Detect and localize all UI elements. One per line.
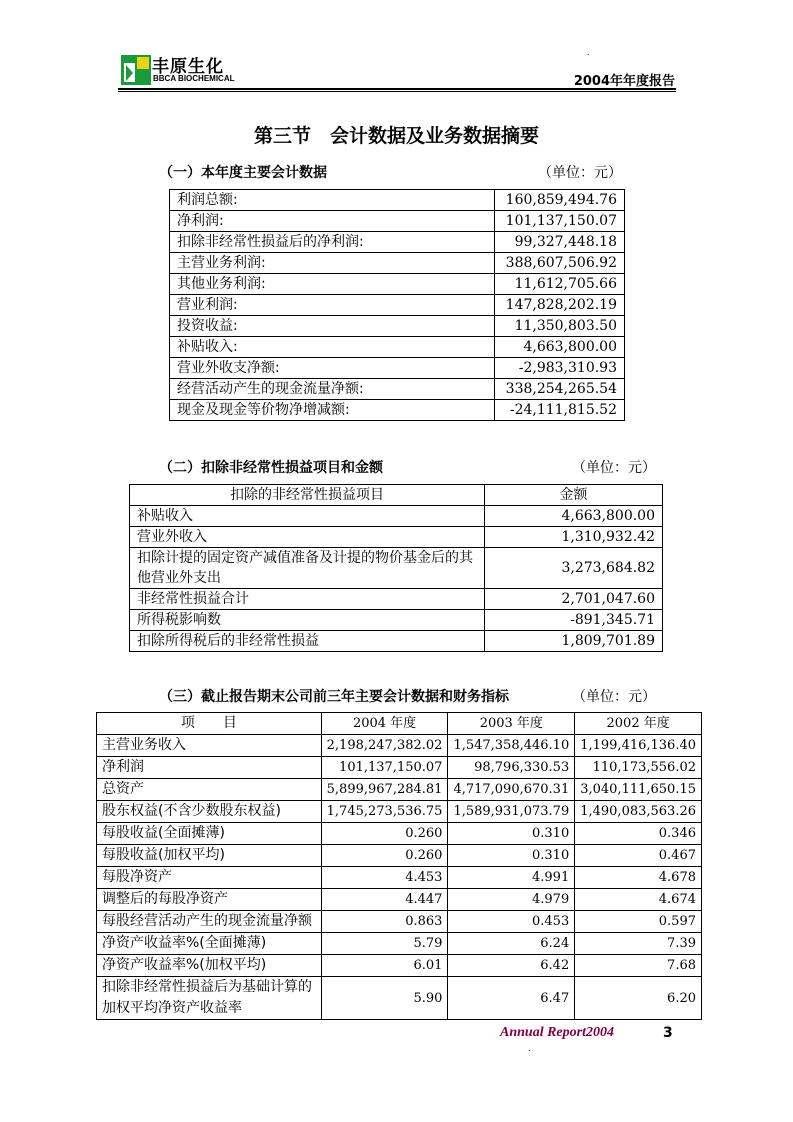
header-rule bbox=[118, 88, 676, 90]
row-value-2004: 5.79 bbox=[321, 933, 448, 955]
part1-unit: （单位：元） bbox=[538, 165, 622, 181]
row-value-2003: 4.979 bbox=[448, 889, 575, 911]
row-value-2004: 1,745,273,536.75 bbox=[321, 801, 448, 823]
column-header-2002: 2002 年度 bbox=[575, 713, 702, 735]
row-label: 补贴收入: bbox=[170, 337, 495, 358]
row-value: -24,111,815.52 bbox=[495, 400, 625, 421]
row-value-2003: 6.42 bbox=[448, 955, 575, 977]
brand-name-cn: 丰原生化 bbox=[152, 57, 224, 77]
row-value-2004: 101,137,150.07 bbox=[321, 757, 448, 779]
part1-title: （一）本年度主要会计数据 bbox=[159, 165, 327, 181]
footer-annual-report: Annual Report2004 bbox=[500, 1025, 614, 1040]
row-value-2003: 1,547,358,446.10 bbox=[448, 735, 575, 757]
row-value: 11,612,705.66 bbox=[495, 274, 625, 295]
row-label: 总资产 bbox=[97, 779, 322, 801]
row-label: 主营业务收入 bbox=[97, 735, 322, 757]
table-row bbox=[97, 977, 702, 1020]
row-value-2004: 6.01 bbox=[321, 955, 448, 977]
column-header-item: 项 目 bbox=[97, 713, 322, 735]
table-row bbox=[97, 801, 702, 823]
row-label: 扣除非经常性损益后为基础计算的加权平均净资产收益率 bbox=[97, 977, 322, 1020]
row-label: 所得税影响数 bbox=[130, 610, 485, 631]
row-value-2002: 3,040,111,650.15 bbox=[575, 779, 702, 801]
row-label: 扣除非经常性损益后的净利润: bbox=[170, 232, 495, 253]
row-value-2002: 1,490,083,563.26 bbox=[575, 801, 702, 823]
row-value-2004: 0.863 bbox=[321, 911, 448, 933]
three-year-financial-table bbox=[96, 712, 702, 1020]
non-recurring-items-table bbox=[129, 484, 663, 652]
row-label: 主营业务利润: bbox=[170, 253, 495, 274]
row-value-2002: 0.346 bbox=[575, 823, 702, 845]
row-value: 338,254,265.54 bbox=[495, 379, 625, 400]
row-label: 每股净资产 bbox=[97, 867, 322, 889]
table-row bbox=[170, 379, 625, 400]
row-value: 2,701,047.60 bbox=[485, 589, 663, 610]
row-value: 11,350,803.50 bbox=[495, 316, 625, 337]
row-label: 现金及现金等价物净增减额: bbox=[170, 400, 495, 421]
table-row bbox=[97, 889, 702, 911]
table-row bbox=[170, 400, 625, 421]
row-label: 股东权益(不含少数股东权益) bbox=[97, 801, 322, 823]
table-row bbox=[97, 911, 702, 933]
table-row bbox=[170, 211, 625, 232]
row-value: 147,828,202.19 bbox=[495, 295, 625, 316]
table-row bbox=[170, 358, 625, 379]
row-value-2003: 98,796,330.53 bbox=[448, 757, 575, 779]
row-label: 经营活动产生的现金流量净额: bbox=[170, 379, 495, 400]
table-row bbox=[130, 527, 663, 548]
table-row bbox=[97, 735, 702, 757]
row-value: 4,663,800.00 bbox=[495, 337, 625, 358]
part2-unit: （单位：元） bbox=[572, 460, 656, 476]
company-logo-icon bbox=[121, 55, 151, 85]
column-header-2003: 2003 年度 bbox=[448, 713, 575, 735]
row-value: 160,859,494.76 bbox=[495, 190, 625, 211]
table-row bbox=[97, 933, 702, 955]
row-value-2004: 2,198,247,382.02 bbox=[321, 735, 448, 757]
row-value-2004: 4.447 bbox=[321, 889, 448, 911]
row-label: 营业外收入 bbox=[130, 527, 485, 548]
row-label: 每股收益(全面摊薄) bbox=[97, 823, 322, 845]
row-label: 每股收益(加权平均) bbox=[97, 845, 322, 867]
row-value: -891,345.71 bbox=[485, 610, 663, 631]
row-label: 净利润 bbox=[97, 757, 322, 779]
table-header-row bbox=[130, 485, 663, 506]
row-value-2004: 0.260 bbox=[321, 823, 448, 845]
part3-unit: （单位：元） bbox=[572, 689, 656, 705]
row-value-2003: 0.310 bbox=[448, 845, 575, 867]
row-label: 利润总额: bbox=[170, 190, 495, 211]
row-label: 调整后的每股净资产 bbox=[97, 889, 322, 911]
row-label: 其他业务利润: bbox=[170, 274, 495, 295]
row-value-2004: 0.260 bbox=[321, 845, 448, 867]
row-label: 营业利润: bbox=[170, 295, 495, 316]
table-row bbox=[170, 337, 625, 358]
table-row bbox=[130, 506, 663, 527]
row-value-2003: 0.310 bbox=[448, 823, 575, 845]
row-value-2002: 6.20 bbox=[575, 977, 702, 1020]
table-row bbox=[97, 757, 702, 779]
row-label: 投资收益: bbox=[170, 316, 495, 337]
row-label: 扣除计提的固定资产减值准备及计提的物价基金后的其他营业外支出 bbox=[130, 548, 485, 589]
table-row bbox=[97, 955, 702, 977]
table-row bbox=[170, 190, 625, 211]
part3-title: （三）截止报告期末公司前三年主要会计数据和财务指标 bbox=[159, 689, 509, 705]
table-row bbox=[97, 779, 702, 801]
row-value-2003: 1,589,931,073.79 bbox=[448, 801, 575, 823]
section-title: 第三节 会计数据及业务数据摘要 bbox=[253, 125, 539, 147]
table-row bbox=[130, 610, 663, 631]
row-value-2002: 0.597 bbox=[575, 911, 702, 933]
row-value-2003: 0.453 bbox=[448, 911, 575, 933]
column-header-2004: 2004 年度 bbox=[321, 713, 448, 735]
report-title: 2004年年度报告 bbox=[573, 74, 675, 89]
table-row bbox=[170, 232, 625, 253]
row-label: 每股经营活动产生的现金流量净额 bbox=[97, 911, 322, 933]
table-row bbox=[170, 316, 625, 337]
row-value-2004: 5.90 bbox=[321, 977, 448, 1020]
table-row bbox=[97, 823, 702, 845]
row-label: 扣除所得税后的非经常性损益 bbox=[130, 631, 485, 652]
row-value-2002: 7.68 bbox=[575, 955, 702, 977]
row-value-2002: 7.39 bbox=[575, 933, 702, 955]
row-label: 营业外收支净额: bbox=[170, 358, 495, 379]
row-value-2003: 4,717,090,670.31 bbox=[448, 779, 575, 801]
row-value: 99,327,448.18 bbox=[495, 232, 625, 253]
row-value: 4,663,800.00 bbox=[485, 506, 663, 527]
column-header-item: 扣除的非经常性损益项目 bbox=[130, 485, 485, 506]
row-value: 3,273,684.82 bbox=[485, 548, 663, 589]
row-label: 补贴收入 bbox=[130, 506, 485, 527]
page-number: 3 bbox=[663, 1025, 673, 1041]
table-row bbox=[170, 253, 625, 274]
table-row bbox=[130, 548, 663, 589]
table-row bbox=[97, 845, 702, 867]
row-value-2004: 4.453 bbox=[321, 867, 448, 889]
header-rule-thin bbox=[118, 91, 676, 92]
table-row bbox=[170, 274, 625, 295]
row-value-2002: 110,173,556.02 bbox=[575, 757, 702, 779]
row-value: 1,809,701.89 bbox=[485, 631, 663, 652]
table-row bbox=[130, 589, 663, 610]
row-label: 净利润: bbox=[170, 211, 495, 232]
footer-dot: . bbox=[528, 1044, 531, 1053]
row-value-2002: 4.678 bbox=[575, 867, 702, 889]
main-accounting-data-table bbox=[169, 189, 625, 421]
row-value: 101,137,150.07 bbox=[495, 211, 625, 232]
table-header-row bbox=[97, 713, 702, 735]
row-value-2002: 4.674 bbox=[575, 889, 702, 911]
table-row bbox=[97, 867, 702, 889]
row-label: 净资产收益率%(加权平均) bbox=[97, 955, 322, 977]
column-header-amount: 金额 bbox=[485, 485, 663, 506]
row-value: 388,607,506.92 bbox=[495, 253, 625, 274]
row-value-2002: 0.467 bbox=[575, 845, 702, 867]
row-label: 净资产收益率%(全面摊薄) bbox=[97, 933, 322, 955]
row-value-2003: 6.47 bbox=[448, 977, 575, 1020]
row-value: -2,983,310.93 bbox=[495, 358, 625, 379]
row-value-2003: 6.24 bbox=[448, 933, 575, 955]
row-value-2002: 1,199,416,136.40 bbox=[575, 735, 702, 757]
row-value: 1,310,932.42 bbox=[485, 527, 663, 548]
part2-title: （二）扣除非经常性损益项目和金额 bbox=[159, 460, 383, 476]
header-dot: . bbox=[587, 48, 590, 57]
brand-name-en: BBCA BIOCHEMICAL bbox=[153, 74, 235, 83]
table-row bbox=[130, 631, 663, 652]
row-value-2003: 4.991 bbox=[448, 867, 575, 889]
table-row bbox=[170, 295, 625, 316]
row-value-2004: 5,899,967,284.81 bbox=[321, 779, 448, 801]
row-label: 非经常性损益合计 bbox=[130, 589, 485, 610]
